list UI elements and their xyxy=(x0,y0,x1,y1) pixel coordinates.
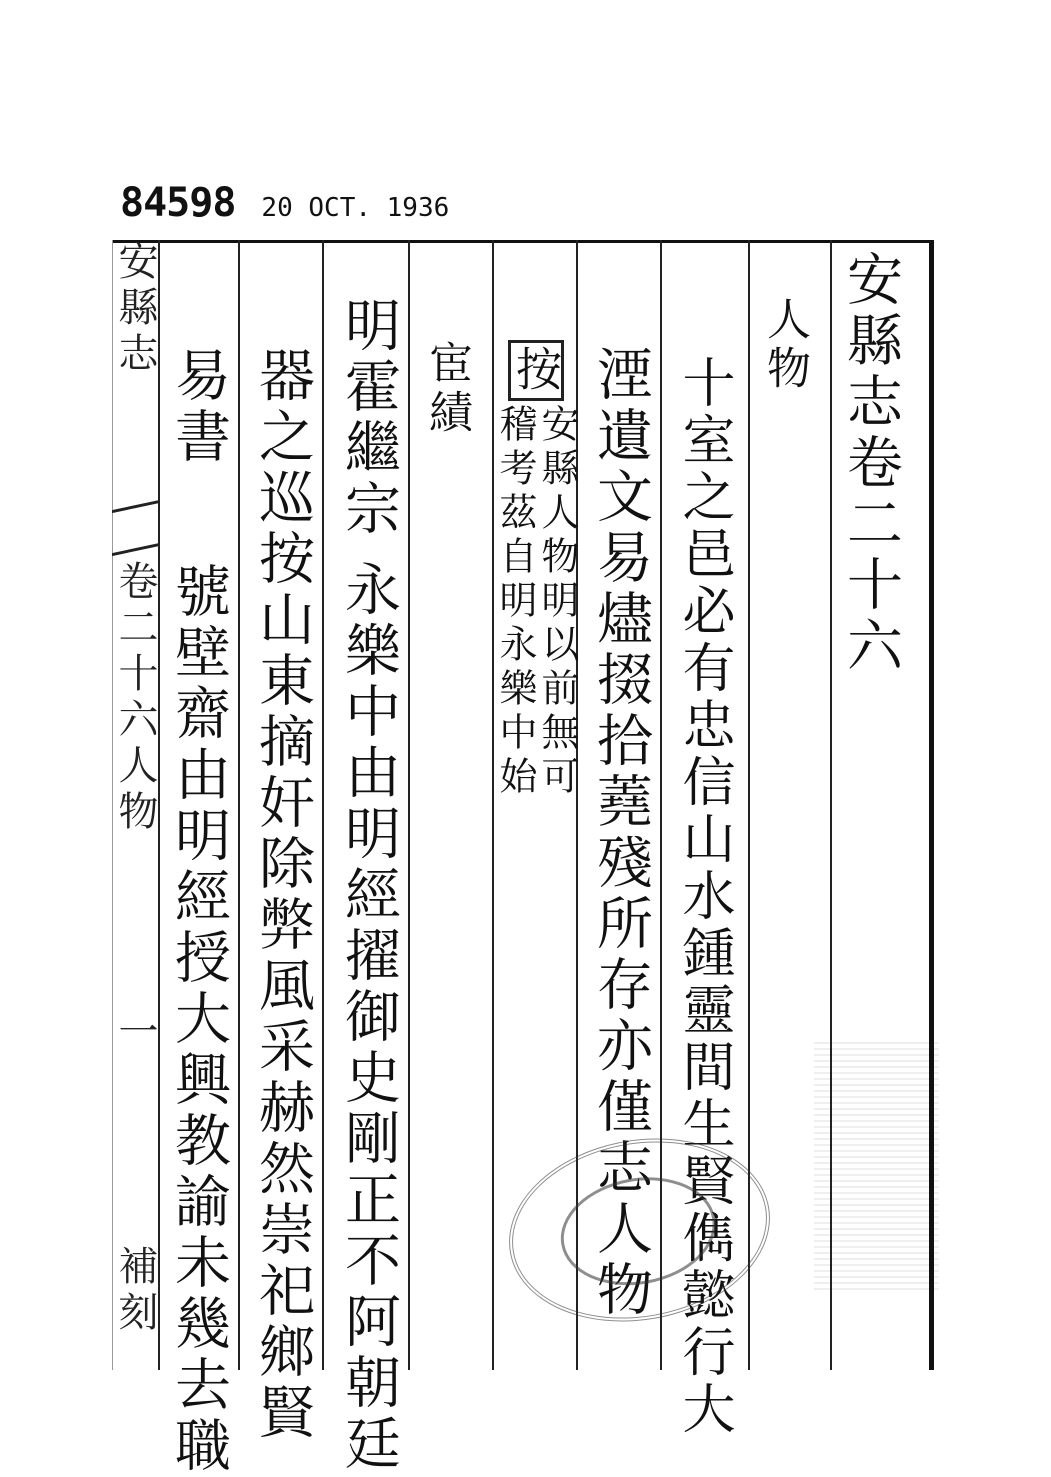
note-marker: 按 xyxy=(508,340,564,401)
column-rule xyxy=(322,240,324,1370)
section-heading: 人物 xyxy=(759,296,810,394)
accession-number: 84598 xyxy=(120,180,236,226)
note-line-2: 稽考茲自明永樂中始 xyxy=(493,404,537,800)
person-1-bio-2: 器之巡按山東摘奸除弊風采赫然崇祀鄉賢 xyxy=(250,346,315,1444)
date-stamp: 20 OCT. 1936 xyxy=(261,193,450,223)
intro-line-1: 十室之邑必有忠信山水鍾靈間生賢儁懿行大 xyxy=(674,355,735,1438)
category-heading: 宦績 xyxy=(421,340,472,438)
note-line-1: 安縣人物明以前無可 xyxy=(535,404,579,800)
gutter-edition: 補刻 xyxy=(112,1245,158,1337)
person-2-bio: 號壁齋由明經授大興教諭未幾去職 xyxy=(166,562,231,1477)
intro-line-2: 湮遺文易燼掇拾蕘殘所存亦僅志人物 xyxy=(588,345,653,1321)
accession-stamp xyxy=(120,180,449,230)
gutter-rule xyxy=(158,240,160,1370)
person-2-name: 易書 xyxy=(166,346,231,468)
column-rule xyxy=(238,240,240,1370)
paper-noise xyxy=(814,1040,939,1290)
gutter-chapter: 卷二十六人物 xyxy=(112,560,158,836)
gutter-leaf: 一 xyxy=(112,1010,158,1056)
seal-emblem xyxy=(552,1166,724,1297)
column-rule xyxy=(408,240,410,1370)
volume-title: 安縣志卷二十六 xyxy=(838,250,903,677)
gutter-title: 安縣志 xyxy=(112,240,158,378)
note-column xyxy=(508,340,564,401)
person-1-bio: 永樂中由明經擢御史剛正不阿朝廷 xyxy=(336,560,401,1475)
person-1-name: 明霍繼宗 xyxy=(336,296,401,540)
